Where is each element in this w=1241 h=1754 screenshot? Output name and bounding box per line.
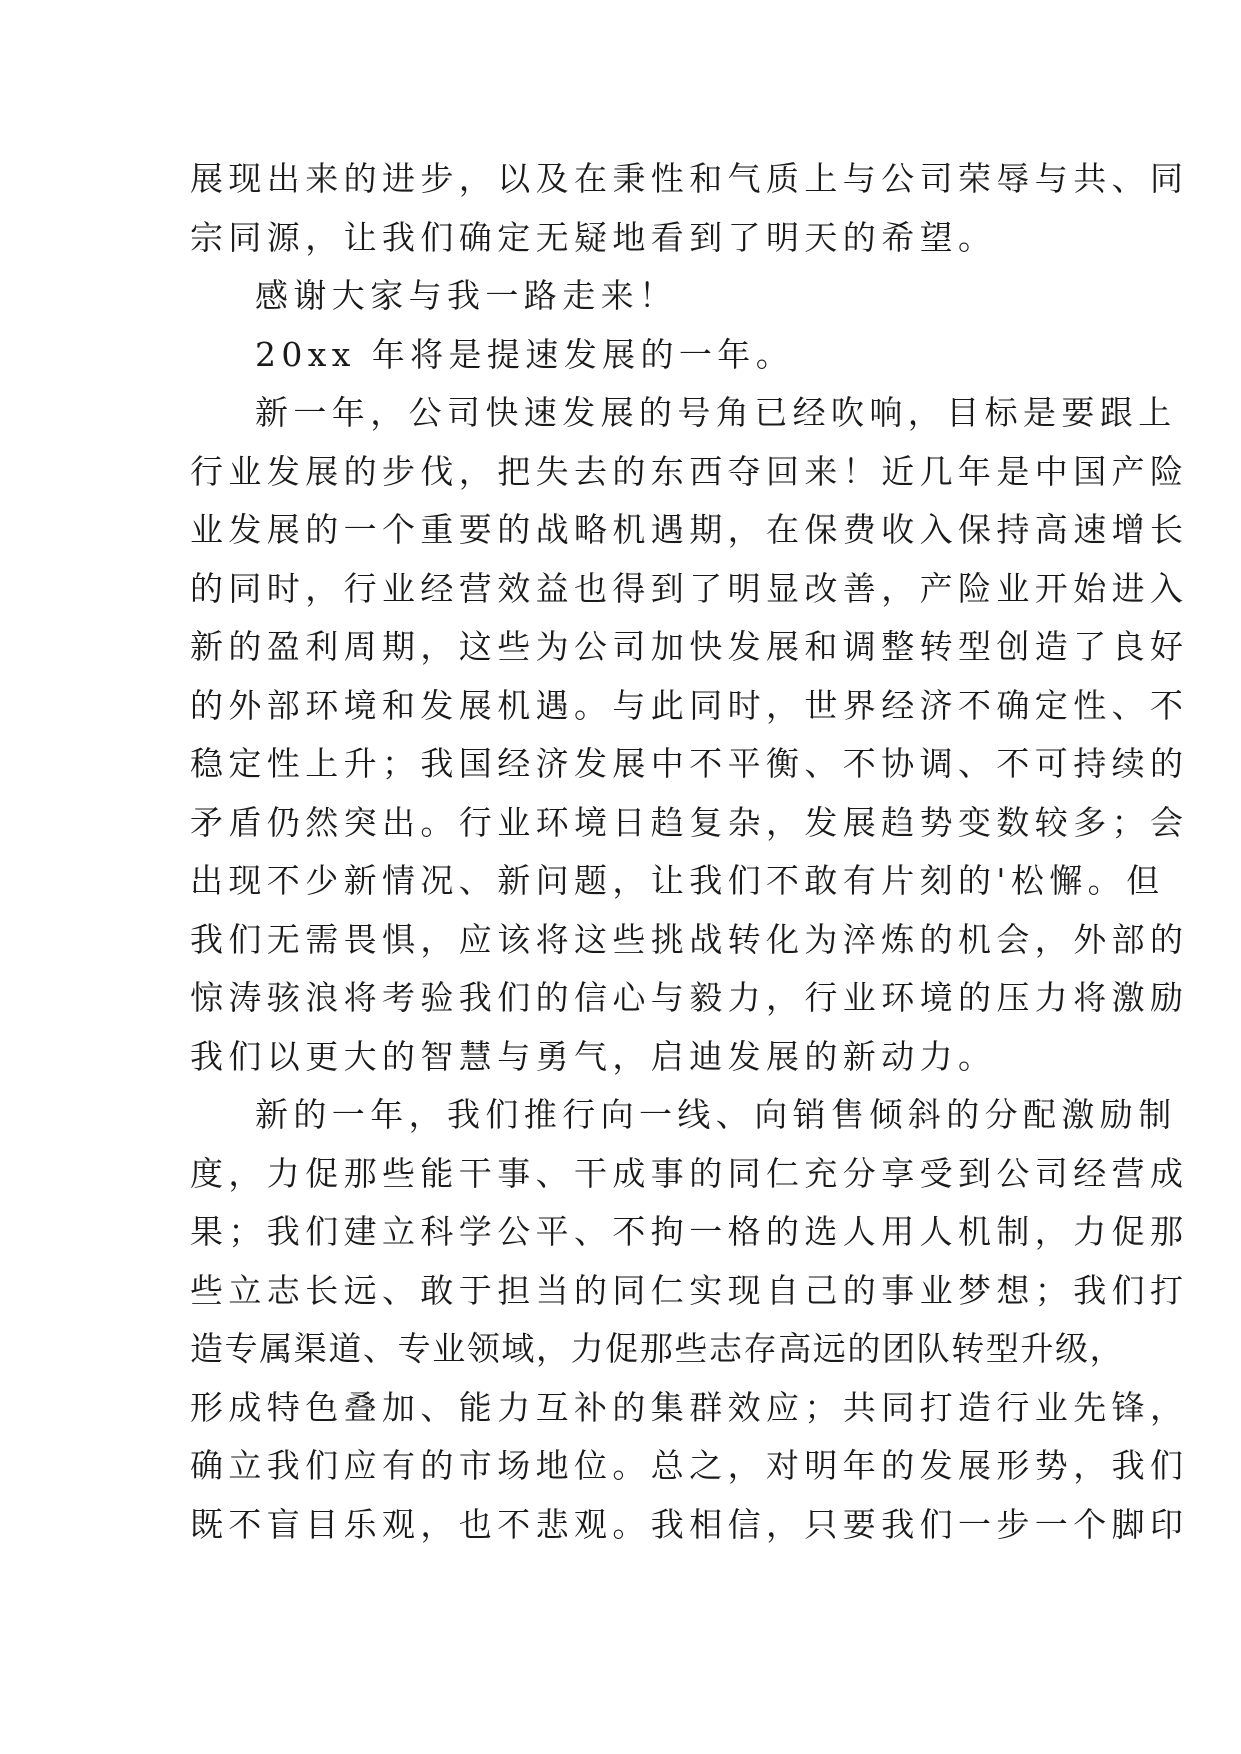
text-line: 形成特色叠加、能力互补的集群效应；共同打造行业先锋， (190, 1387, 1189, 1427)
paragraph-start-line: 20xx 年将是提速发展的一年。 (255, 334, 795, 374)
paragraph-start-line: 新的一年，我们推行向一线、向销售倾斜的分配激励制 (255, 1095, 1177, 1134)
text-line: 我们无需畏惧，应该将这些挑战转化为淬炼的机会，外部的 (190, 919, 1189, 959)
text-line: 惊涛骇浪将考验我们的信心与毅力，行业环境的压力将激励 (190, 978, 1189, 1017)
text-line: 的同时，行业经营效益也得到了明显改善，产险业开始进入 (190, 568, 1189, 608)
text-line: 的外部环境和发展机遇。与此同时，世界经济不确定性、不 (190, 685, 1189, 725)
paragraph-start-line: 新一年，公司快速发展的号角已经吹响，目标是要跟上 (255, 393, 1177, 432)
text-line: 果；我们建立科学公平、不拘一格的选人用人机制，力促那 (190, 1212, 1189, 1251)
text-line: 业发展的一个重要的战略机遇期，在保费收入保持高速增长 (190, 510, 1189, 549)
text-line: 展现出来的进步，以及在秉性和气质上与公司荣辱与共、同 (190, 159, 1189, 198)
paragraph-start-line: 感谢大家与我一路走来！ (255, 276, 678, 315)
text-line: 确立我们应有的市场地位。总之，对明年的发展形势，我们 (190, 1446, 1189, 1485)
text-line: 造专属渠道、专业领域，力促那些志存高远的团队转型升级， (190, 1329, 1125, 1368)
text-line: 我们以更大的智慧与勇气，启迪发展的新动力。 (190, 1036, 997, 1076)
text-line: 些立志长远、敢于担当的同仁实现自己的事业梦想；我们打 (190, 1270, 1189, 1310)
text-line: 宗同源，让我们确定无疑地看到了明天的希望。 (190, 217, 997, 257)
text-line: 新的盈利周期，这些为公司加快发展和调整转型创造了良好 (190, 627, 1189, 666)
text-line: 矛盾仍然突出。行业环境日趋复杂，发展趋势变数较多；会 (190, 802, 1189, 842)
text-line: 行业发展的步伐，把失去的东西夺回来！近几年是中国产险 (190, 451, 1189, 491)
text-line: 既不盲目乐观，也不悲观。我相信，只要我们一步一个脚印 (190, 1504, 1189, 1544)
body-text (190, 150, 1189, 1554)
text-line: 出现不少新情况、新问题，让我们不敢有片刻的'松懈。但 (190, 861, 1165, 900)
text-line: 度，力促那些能干事、干成事的同仁充分享受到公司经营成 (190, 1153, 1189, 1193)
text-line: 稳定性上升；我国经济发展中不平衡、不协调、不可持续的 (190, 744, 1189, 783)
